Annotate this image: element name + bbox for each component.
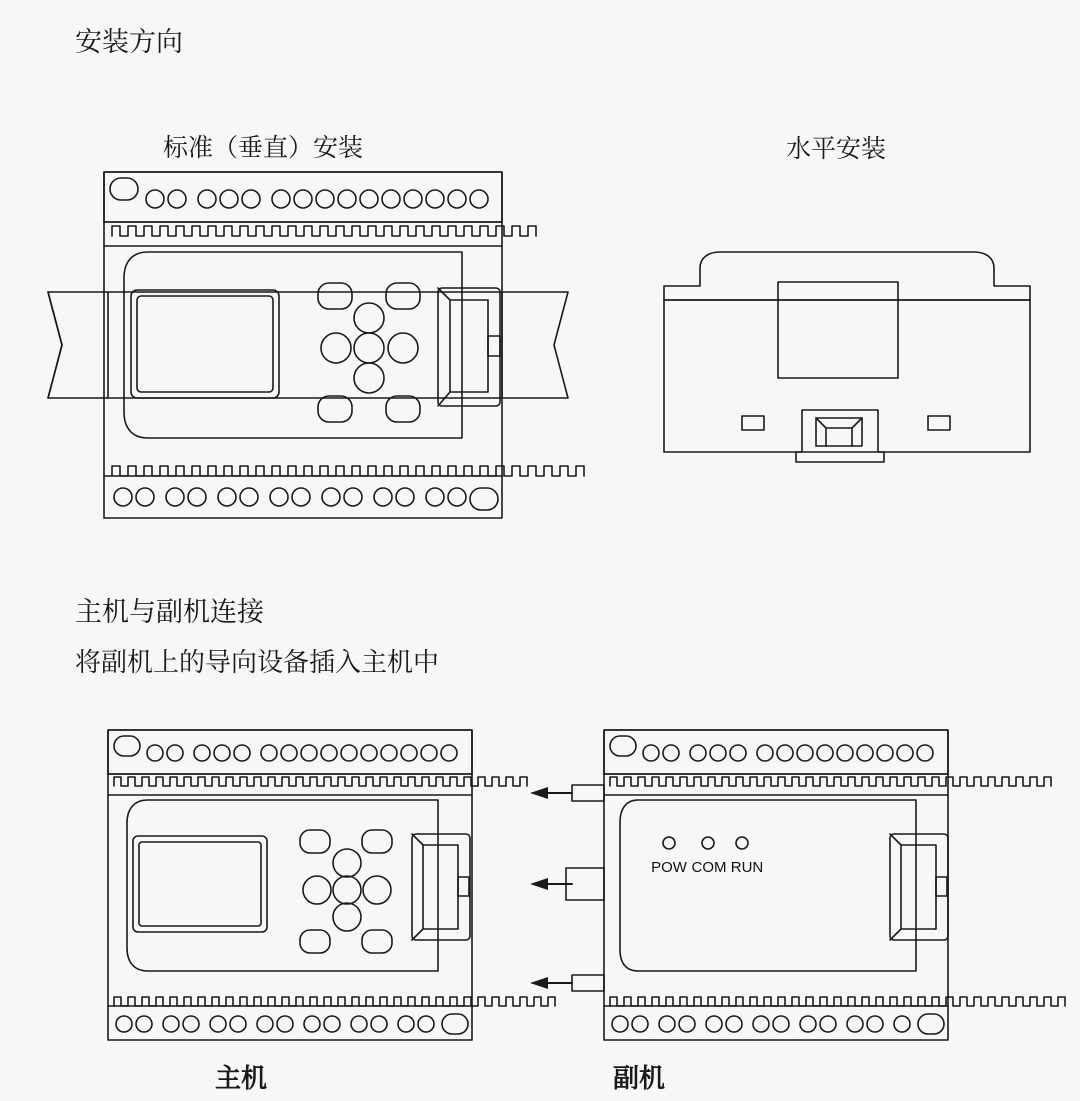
- master-lcd-display: [133, 836, 267, 932]
- led-label-pow: POW: [651, 859, 687, 876]
- slave-bottom-terminal-block: [612, 1014, 944, 1034]
- master-key-up: [333, 849, 361, 877]
- slave-led-labels: [651, 859, 763, 876]
- master-key-bottom-right: [362, 930, 392, 953]
- slave-led-row: [663, 837, 748, 849]
- master-key-bottom-left: [300, 930, 330, 953]
- led-com-indicator: [702, 837, 714, 849]
- subheading-master-slave-connection: 将副机上的导向设备插入主机中: [75, 647, 440, 677]
- label-standard-vertical-mount: 标准（垂直）安装: [163, 134, 364, 162]
- slave-top-terminal-block: [604, 730, 948, 774]
- master-key-left: [303, 876, 331, 904]
- side-body-top: [664, 252, 1030, 300]
- master-key-top-right: [362, 830, 392, 853]
- bottom-terminal-block: [114, 488, 498, 510]
- heading-master-slave-connection: 主机与副机连接: [75, 597, 264, 627]
- key-bottom-left: [318, 396, 352, 422]
- key-top-left: [318, 283, 352, 309]
- top-terminal-block: [104, 172, 502, 222]
- slave-faceplate-outline: [620, 800, 916, 971]
- guide-pin-bottom: [572, 975, 604, 991]
- master-top-terminal-block: [108, 730, 472, 774]
- side-body-bottom: [664, 300, 1030, 452]
- master-key-ok: [333, 876, 361, 904]
- led-label-com: COM: [691, 859, 727, 876]
- led-pow-indicator: [663, 837, 675, 849]
- key-bottom-right: [386, 396, 420, 422]
- diagram-master-unit: [108, 730, 555, 1040]
- diagram-slave-unit: [566, 730, 1065, 1040]
- slave-port-connector: [890, 834, 948, 940]
- master-bottom-vent-strip: [108, 997, 555, 1006]
- led-run-indicator: [736, 837, 748, 849]
- master-key-top-left: [300, 830, 330, 853]
- side-din-clip: [796, 410, 884, 462]
- diagram-horizontal-mount: [664, 252, 1030, 462]
- slave-bottom-vent-strip: [604, 997, 1065, 1006]
- side-foot-right: [928, 416, 950, 430]
- keypad: [318, 283, 420, 422]
- key-ok: [354, 333, 384, 363]
- master-key-right: [363, 876, 391, 904]
- master-bottom-terminal-block: [116, 1014, 468, 1034]
- port-connector: [438, 288, 500, 406]
- faceplate-outline: [124, 252, 462, 438]
- guide-pin-top: [572, 785, 604, 801]
- master-port-connector: [412, 834, 470, 940]
- master-top-vent-strip: [108, 777, 527, 795]
- arrow-bottom: [530, 977, 572, 989]
- key-left: [321, 333, 351, 363]
- master-keypad: [300, 830, 392, 953]
- diagram-standard-vertical-mount: [48, 172, 584, 518]
- bottom-vent-strip: [104, 466, 584, 476]
- label-slave-unit: 副机: [613, 1064, 666, 1093]
- label-master-unit: 主机: [215, 1064, 268, 1093]
- master-key-down: [333, 903, 361, 931]
- led-label-run: RUN: [730, 859, 764, 876]
- arrow-top: [530, 787, 572, 799]
- lcd-display: [131, 290, 279, 398]
- key-right: [388, 333, 418, 363]
- side-display-outline: [778, 282, 898, 378]
- din-rail-left: [48, 292, 108, 398]
- key-top-right: [386, 283, 420, 309]
- side-foot-left: [742, 416, 764, 430]
- key-up: [354, 303, 384, 333]
- din-rail-right: [502, 292, 568, 398]
- slave-guide-pins: [566, 785, 604, 991]
- key-down: [354, 363, 384, 393]
- heading-mount-direction: 安装方向: [75, 27, 183, 57]
- label-horizontal-mount: 水平安装: [786, 135, 887, 163]
- slave-top-vent-strip: [604, 777, 1051, 795]
- top-vent-strip: [104, 226, 536, 246]
